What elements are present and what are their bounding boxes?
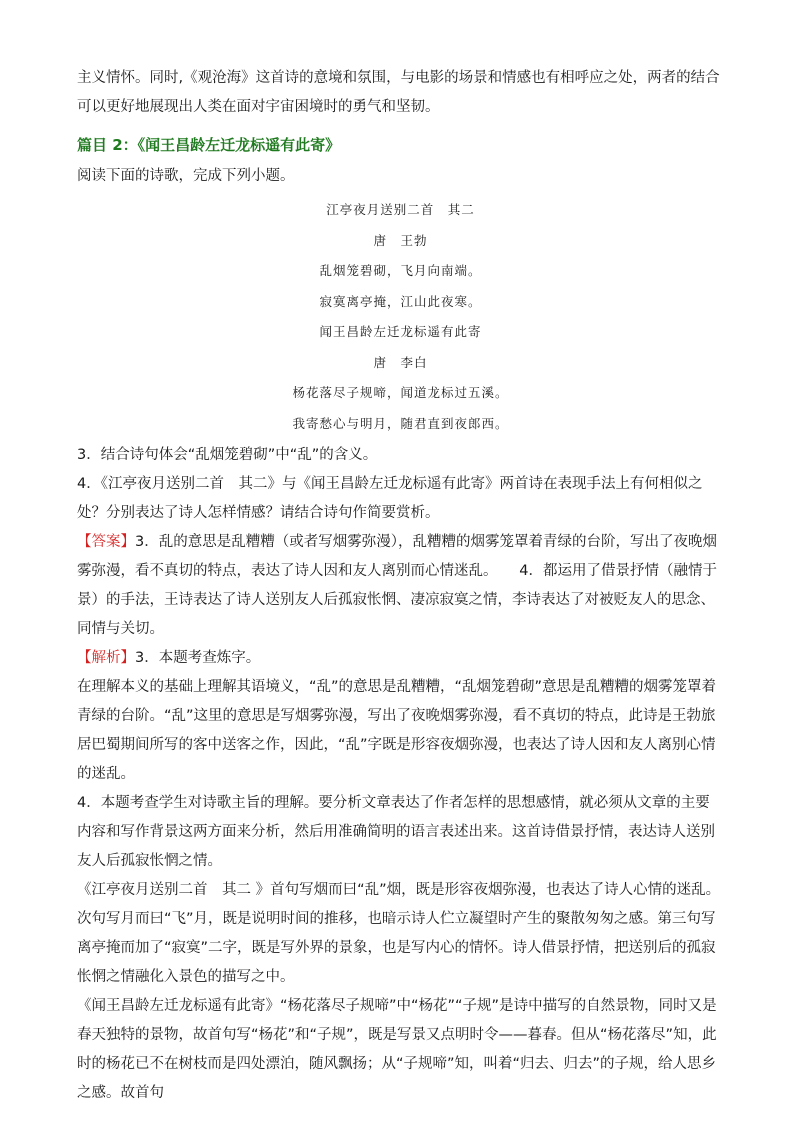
poem-line: 我寄愁心与明月，随君直到夜郎西。 xyxy=(292,415,509,431)
section-heading: 篇目 2：《闻王昌龄左迁龙标遥有此寄》 xyxy=(77,136,341,154)
analysis-paragraph xyxy=(77,644,724,673)
poem-title-2: 闻王昌龄左迁龙标遥有此寄 xyxy=(319,324,482,339)
answer-text: 3．乱的意思是乱糟糟（或者写烟雾弥漫），乱糟糟的烟雾笼罩着青绿的台阶，写出了夜晚烟雾弥漫，看不真切的特点，表达了诗人因和友人离别而心情迷乱。 4．都运用了借景抒情（融情于景）的手法，王诗表达了诗人送别友人后孤寂怅惘、凄凉寂寞之情，李诗表达了对被贬友人的思念、同情与关切。 xyxy=(77,534,717,637)
document-body xyxy=(77,64,724,1108)
analysis-detail-1: 在理解本义的基础上理解其语境义，“乱”的意思是乱糟糟，“乱烟笼碧砌”意思是乱糟糟的烟雾笼罩着青绿的台阶。“乱”这里的意思是写烟雾弥漫，写出了夜晚烟雾弥漫，看不真切的特点，此诗是王勃旅居巴蜀期间所写的客中送客之作，因此，“乱”字既是形容夜烟弥漫，也表达了诗人因和友人离别心情的迷乱。 xyxy=(77,679,717,782)
analysis-text: 3．本题考查炼字。 xyxy=(135,650,261,666)
question-4: 4．《江亭夜月送别二首 其二》与《闻王昌龄左迁龙标遥有此寄》两首诗在表现手法上有何相似之处？分别表达了诗人怎样情感？请结合诗句作简要赏析。 xyxy=(77,476,703,521)
analysis-tag: 【解析】 xyxy=(77,650,135,666)
poem-line: 杨花落尽子规啼，闻道龙标过五溪。 xyxy=(292,385,509,400)
poem-block xyxy=(77,195,724,439)
poem-line: 乱烟笼碧砌，飞月向南端。 xyxy=(319,263,482,278)
analysis-detail-2: 4．本题考查学生对诗歌主旨的理解。要分析文章表达了作者怎样的思想感情，就必须从文章的主要内容和写作背景这两方面来分析，然后用准确简明的语言表述出来。这首诗借景抒情，表达诗人送别友人后孤寂怅惘之情。 xyxy=(77,795,715,869)
answer-tag: 【答案】 xyxy=(77,534,135,550)
instruction-text: 阅读下面的诗歌，完成下列小题。 xyxy=(77,168,295,184)
paragraph-intro-continued: 主义情怀。同时,《观沧海》这首诗的意境和氛围，与电影的场景和情感也有相呼应之处，两者的结合可以更好地展现出人类在面对宇宙困境时的勇气和坚韧。 xyxy=(77,70,720,115)
poem-author-2: 唐 李白 xyxy=(373,354,428,370)
poem-title-1: 江亭夜月送别二首 其二 xyxy=(326,202,475,217)
question-3: 3．结合诗句体会“乱烟笼碧砌”中“乱”的含义。 xyxy=(77,447,378,463)
analysis-detail-4: 《闻王昌龄左迁龙标遥有此寄》“杨花落尽子规啼”中“杨花”“子规”是诗中描写的自然景物，同时又是春天独特的景物，故首句写“杨花”和“子规”，既是写景又点明时令——暮春。但从“杨花落尽”知，此时的杨花已不在树枝而是四处漂泊，随风飘扬；从“子规啼”知，叫着“归去、归去”的子规，给人思乡之感。故首句 xyxy=(77,998,717,1101)
analysis-detail-3: 《江亭夜月送别二首 其二 》首句写烟而曰“乱”烟，既是形容夜烟弥漫，也表达了诗人心情的迷乱。次句写月而曰“飞”月，既是说明时间的推移，也暗示诗人伫立凝望时产生的聚散匆匆之感。第三句写离亭掩而加了“寂寞”二字，既是写外界的景象，也是写内心的情怀。诗人借景抒情，把送别后的孤寂怅惘之情融化入景色的描写之中。 xyxy=(77,882,721,985)
answer-paragraph xyxy=(77,528,724,644)
poem-author-1: 唐 王勃 xyxy=(373,232,428,248)
poem-line: 寂寞离亭掩，江山此夜寒。 xyxy=(319,293,482,309)
